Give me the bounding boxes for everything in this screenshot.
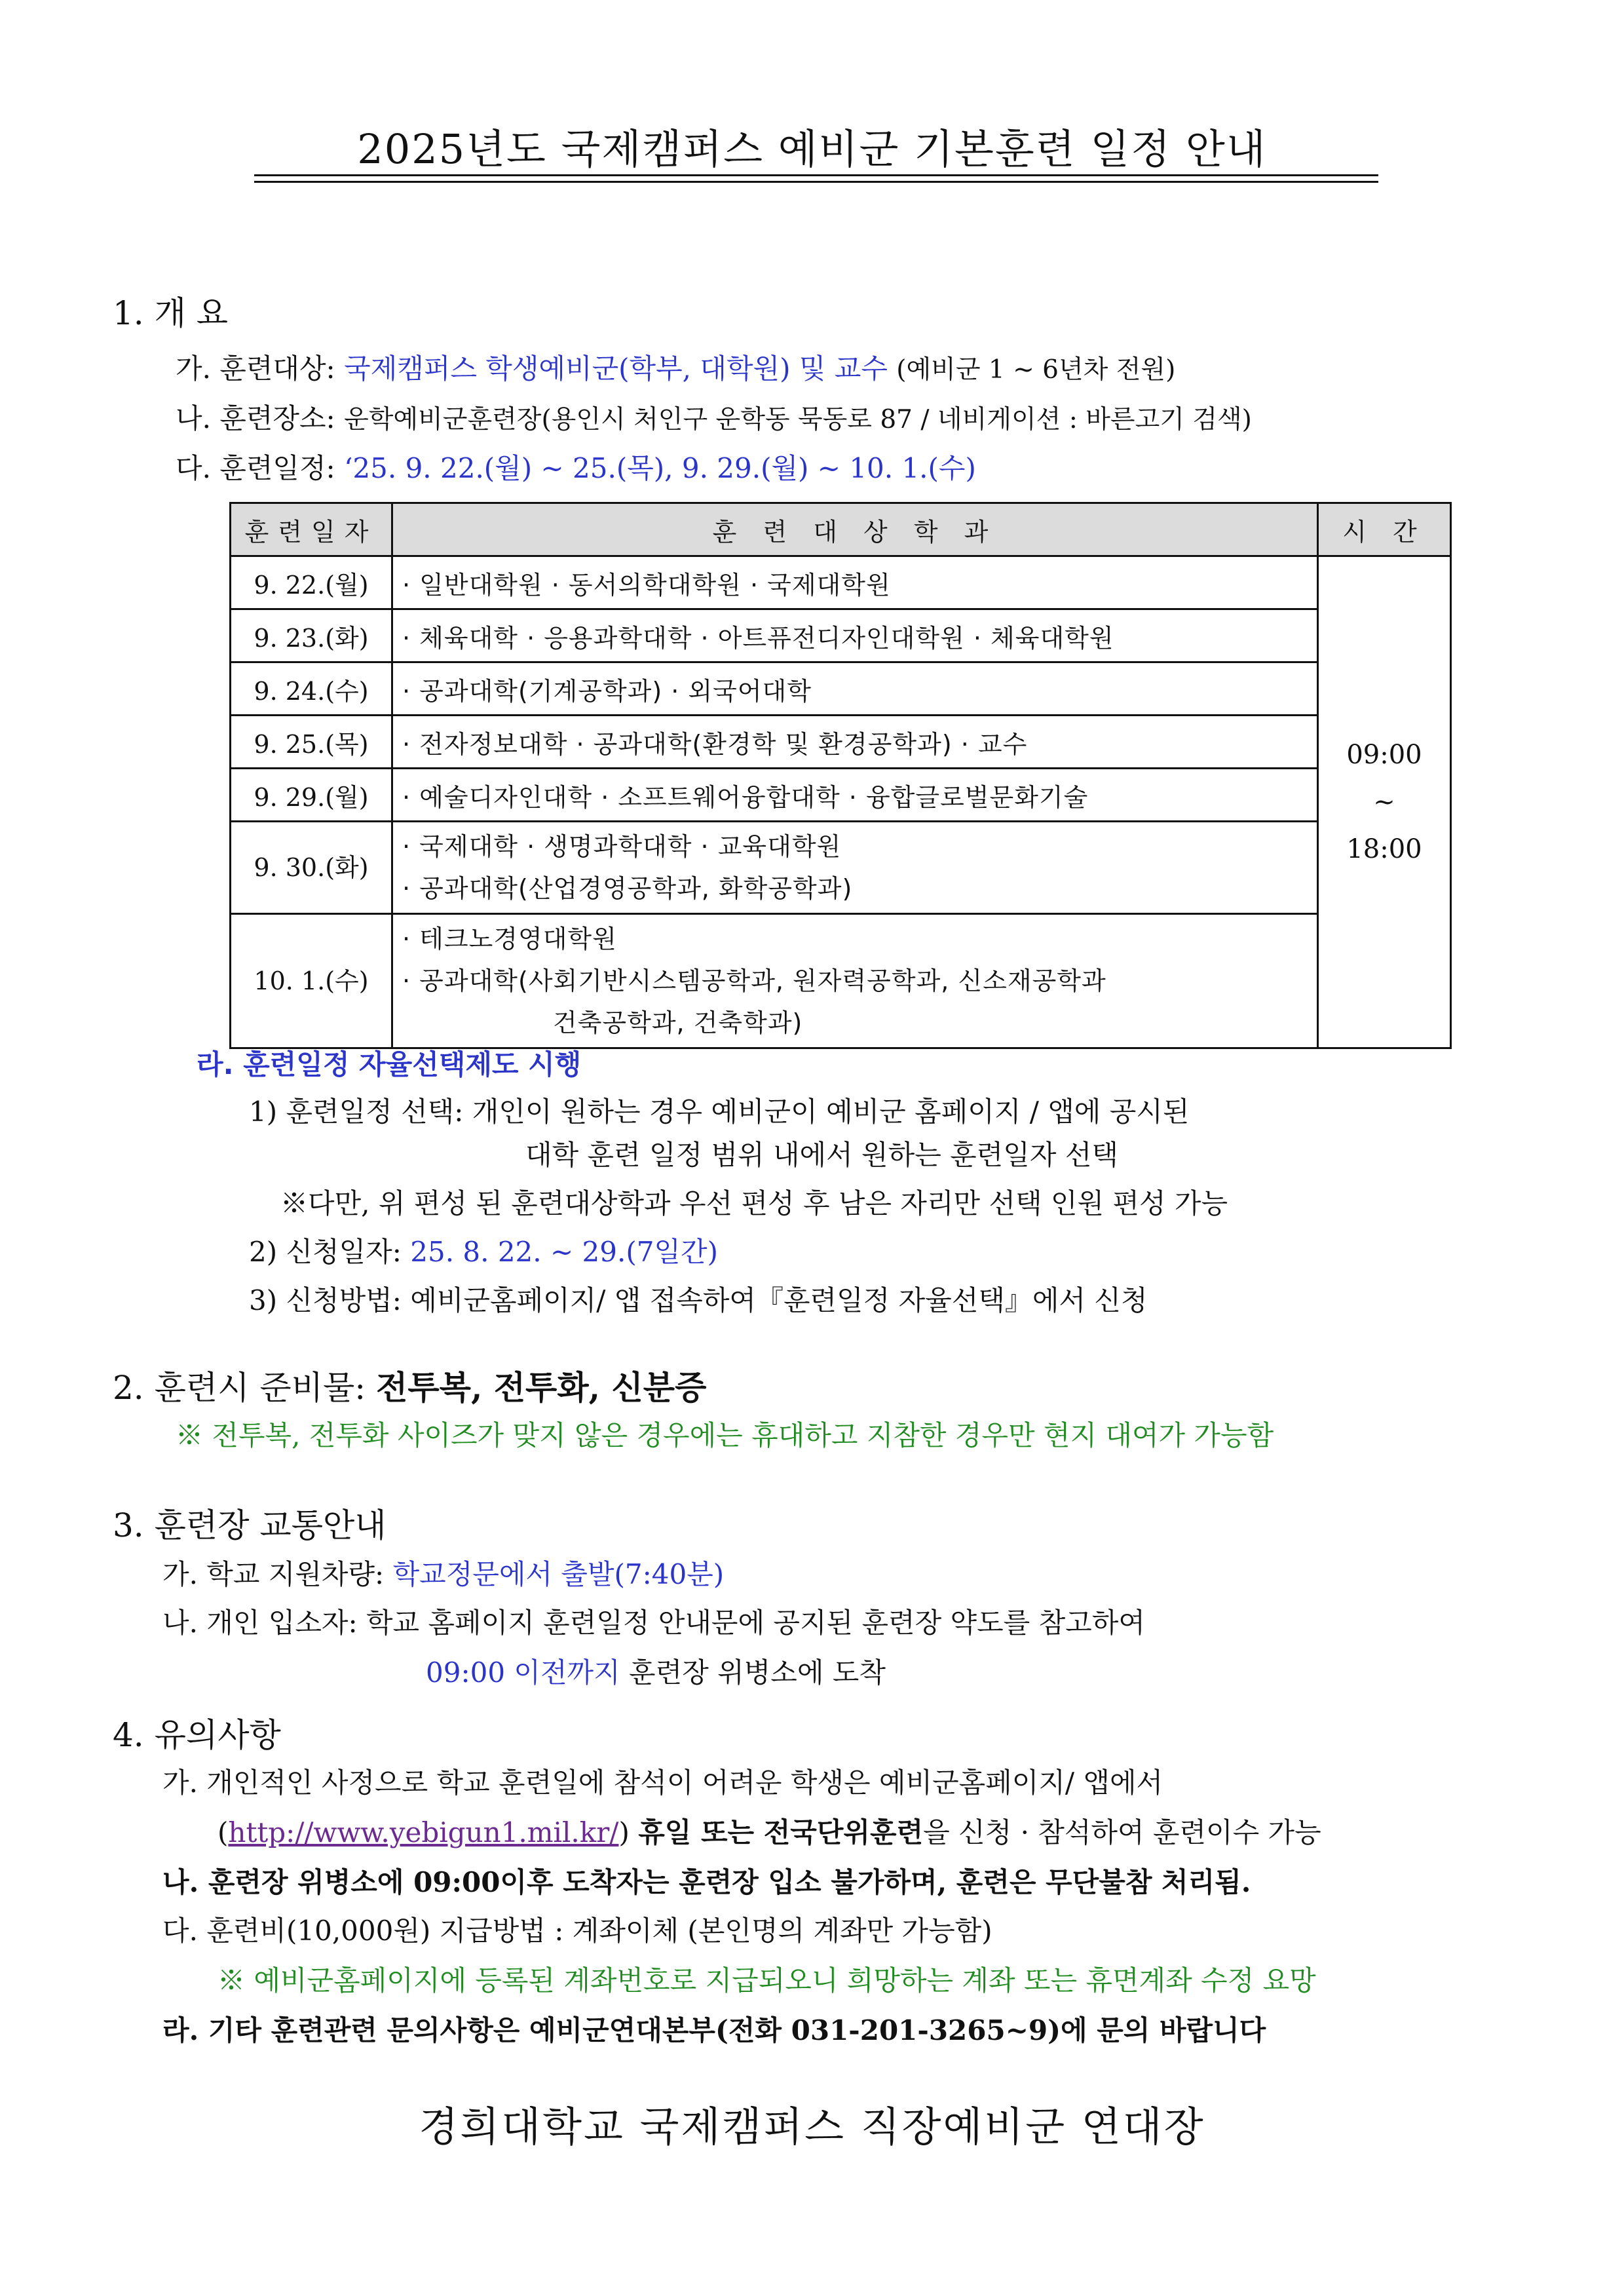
time-end: 18:00 (1346, 834, 1422, 864)
row-departments (392, 914, 1318, 1048)
row-departments-line: · 공과대학(산업경영공학과, 화학공학과) (402, 874, 853, 903)
notice-item-a-continued (217, 1811, 1321, 1850)
row-departments (392, 822, 1318, 914)
link-paren-close: ) (618, 1816, 630, 1848)
school-vehicle (162, 1553, 724, 1592)
row-date: 9. 30.(화) (231, 822, 392, 914)
footer-signature: 경희대학교 국제캠퍼스 직장예비군 연대장 (419, 2103, 1205, 2151)
training-target (176, 347, 1175, 387)
row-departments: · 예술디자인대학 · 소프트웨어융합대학 · 융합글로벌문화기술 (392, 769, 1318, 822)
training-target-note: (예비군 1 ~ 6년차 전원) (896, 355, 1176, 385)
table-row (231, 716, 1451, 769)
arrival-location: 훈련장 위병소에 도착 (629, 1656, 886, 1689)
notice-item-c: 다. 훈련비(10,000원) 지급방법 : 계좌이체 (본인명의 계좌만 가능함) (162, 1915, 992, 1947)
selfselect-item3: 3) 신청방법: 예비군홈페이지/ 앱 접속하여『훈련일정 자율선택』에서 신청 (249, 1284, 1148, 1316)
header-date: 훈련일자 (231, 503, 392, 556)
selfselect-item2 (249, 1231, 718, 1270)
selfselect-item1: 1) 훈련일정 선택: 개인이 원하는 경우 예비군이 예비군 홈페이지 / 앱에 공시된 (249, 1096, 1190, 1128)
training-schedule (176, 447, 976, 486)
selfselect-heading: 라. 훈련일정 자율선택제도 시행 (197, 1048, 582, 1081)
link-paren-open: ( (217, 1816, 229, 1848)
header-departments: 훈 련 대 상 학 과 (392, 503, 1318, 556)
notice-item-b: 나. 훈련장 위병소에 09:00이후 도착자는 훈련장 입소 불가하며, 훈련은 무단불참 처리됨. (162, 1866, 1251, 1898)
notice-item-d: 라. 기타 훈련관련 문의사항은 예비군연대본부(전화 031-201-3265~9)에 문의 바랍니다 (162, 2014, 1266, 2046)
yebigun-website-link[interactable]: http://www.yebigun1.mil.kr/ (228, 1816, 619, 1848)
training-place (176, 397, 1252, 436)
notice-item-c-note: ※ 예비군홈페이지에 등록된 계좌번호로 지급되오니 희망하는 계좌 또는 휴면계좌 수정 요망 (217, 1964, 1316, 1997)
row-departments-line: · 공과대학(사회기반시스템공학과, 원자력공학과, 신소재공학과 (402, 966, 1106, 995)
section2-heading (113, 1362, 706, 1409)
row-date: 9. 25.(목) (231, 716, 392, 769)
section3-heading: 3. 훈련장 교통안내 (113, 1506, 387, 1544)
training-time (1318, 556, 1451, 1048)
selfselect-item1-continued: 대학 훈련 일정 범위 내에서 원하는 훈련일자 선택 (525, 1139, 1118, 1171)
training-place-label: 나. 훈련장소: (176, 402, 335, 434)
row-departments: · 일반대학원 · 동서의학대학원 · 국제대학원 (392, 556, 1318, 609)
selfselect-note: ※다만, 위 편성 된 훈련대상학과 우선 편성 후 남은 자리만 선택 인원 편성 가능 (280, 1187, 1228, 1219)
table-row (231, 822, 1451, 914)
row-date: 9. 23.(화) (231, 609, 392, 662)
section2-label: 2. 훈련시 준비물: (113, 1369, 366, 1407)
time-separator: ~ (1373, 787, 1395, 817)
holiday-training: 휴일 또는 전국단위훈련 (638, 1816, 924, 1848)
apply-period-value: 25. 8. 22. ~ 29.(7일간) (410, 1236, 718, 1268)
row-departments: · 체육대학 · 응용과학대학 · 아트퓨전디자인대학원 · 체육대학원 (392, 609, 1318, 662)
row-date: 9. 24.(수) (231, 662, 392, 716)
section2-note: ※ 전투복, 전투화 사이즈가 맞지 않은 경우에는 휴대하고 지참한 경우만 현지 대여가 가능함 (176, 1419, 1274, 1451)
title-underline (254, 174, 1378, 176)
table-row (231, 769, 1451, 822)
holiday-training-rest: 을 신청 · 참석하여 훈련이수 가능 (923, 1816, 1321, 1848)
row-departments: · 공과대학(기계공학과) · 외국어대학 (392, 662, 1318, 716)
school-vehicle-label: 가. 학교 지원차량: (162, 1558, 385, 1590)
section2-items: 전투복, 전투화, 신분증 (376, 1368, 707, 1407)
training-schedule-label: 다. 훈련일정: (176, 452, 335, 484)
row-date: 9. 29.(월) (231, 769, 392, 822)
training-target-label: 가. 훈련대상: (176, 353, 335, 385)
row-departments-line: · 국제대학 · 생명과학대학 · 교육대학원 (402, 832, 842, 861)
training-schedule-value: ‘25. 9. 22.(월) ~ 25.(목), 9. 29.(월) ~ 10. 1.(수) (344, 452, 976, 484)
row-departments-line: 건축공학과, 건축학과) (553, 1008, 803, 1037)
row-date: 10. 1.(수) (231, 914, 392, 1048)
apply-period-label: 2) 신청일자: (249, 1236, 402, 1268)
individual-entry-continued (426, 1651, 886, 1691)
training-place-value: 운학예비군훈련장(용인시 처인구 운학동 묵동로 87 / 네비게이션 : 바른고기 검색) (344, 405, 1252, 434)
section1-heading: 1. 개 요 (113, 294, 229, 332)
table-row (231, 609, 1451, 662)
arrival-deadline: 09:00 이전까지 (426, 1656, 620, 1689)
training-target-value: 국제캠퍼스 학생예비군(학부, 대학원) 및 교수 (344, 353, 888, 385)
table-row (231, 914, 1451, 1048)
row-date: 9. 22.(월) (231, 556, 392, 609)
row-departments: · 전자정보대학 · 공과대학(환경학 및 환경공학과) · 교수 (392, 716, 1318, 769)
time-start: 09:00 (1346, 740, 1422, 770)
table-row (231, 662, 1451, 716)
schedule-table (229, 502, 1452, 1049)
header-time: 시 간 (1318, 503, 1451, 556)
individual-entry: 나. 개인 입소자: 학교 홈페이지 훈련일정 안내문에 공지된 훈련장 약도를 참고하여 (162, 1607, 1145, 1639)
title-underline-second (254, 181, 1378, 183)
section4-heading: 4. 유의사항 (113, 1716, 281, 1754)
row-departments-line: · 테크노경영대학원 (402, 925, 617, 953)
page-title: 2025년도 국제캠퍼스 예비군 기본훈련 일정 안내 (357, 125, 1267, 173)
notice-item-a: 가. 개인적인 사정으로 학교 훈련일에 참석이 어려운 학생은 예비군홈페이지/ 앱에서 (162, 1767, 1163, 1799)
school-vehicle-value: 학교정문에서 출발(7:40분) (392, 1558, 725, 1590)
table-row (231, 556, 1451, 609)
